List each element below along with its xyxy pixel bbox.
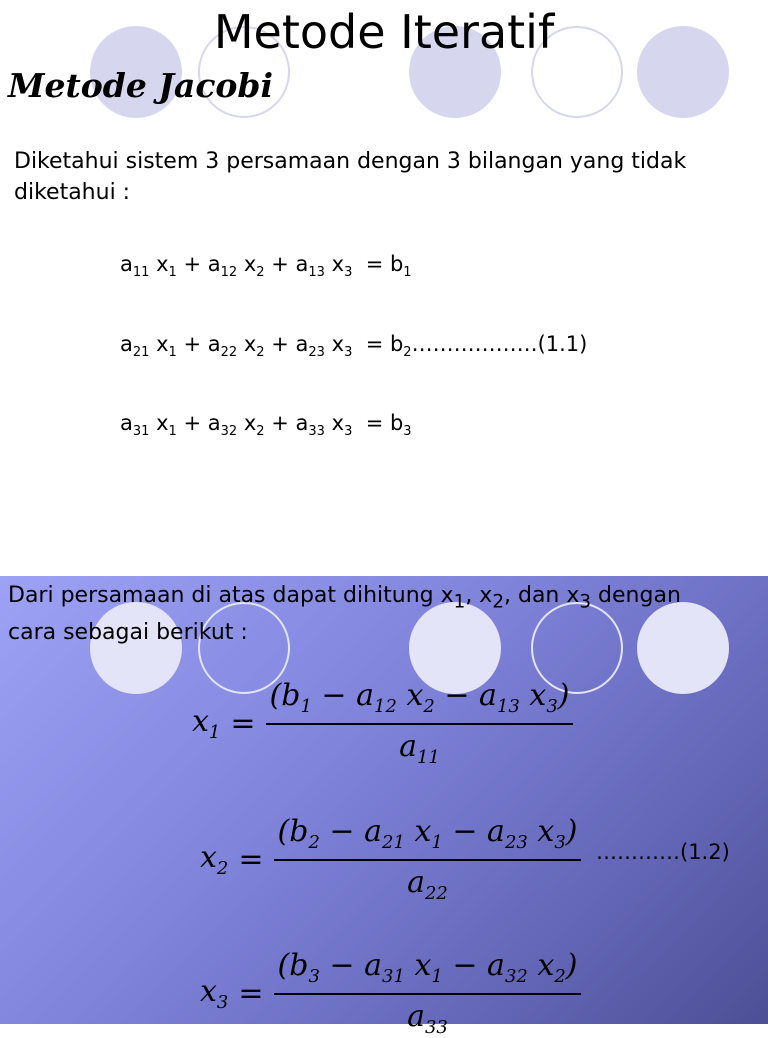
intro-text [14,146,754,208]
slide-subtitle: Metode Jacobi [8,66,274,105]
formula-x2: $x_2$ = $\frac{(b_2 - a_{21} x_1 - a_{23} x_3)}{a_{22}}$ [200,814,581,904]
intro-line-2: diketahui : [14,180,131,205]
equation-row-1: $a_{11}$ $x_1 + a_{12}$ $x_2 + a_{13}$ $x_3 = b_1$ [120,252,412,281]
equation-number-1-2: …………(1.2) [596,840,730,864]
slide-2 [0,576,768,1038]
intro-line-1: Diketahui sistem 3 persamaan dengan 3 bilangan yang tidak [14,149,687,174]
slide-title: Metode Iteratif [213,5,555,59]
formula-x1: $x_1$ = $\frac{(b_1 - a_{12} x_2 - a_{13} x_3)}{a_{11}}$ [192,678,573,768]
derivation-text: Dari persamaan di atas dapat dihitung $x_1$, $x_2$, dan $x_3$ dengan cara sebagai berikut : [8,583,681,646]
equation-row-3: $a_{31}$ $x_1 + a_{32}$ $x_2 + a_{33}$ $x_3 = b_3$ [120,411,412,440]
equation-row-2: $a_{21}$ $x_1 + a_{22}$ $x_2 + a_{23}$ $x_3$ = $b_2\dots\dots\dots\dots\dots\dots(1.1)$ [120,332,588,361]
formula-x3: $x_3$ = $\frac{(b_3 - a_{31} x_1 - a_{32} x_2)}{a_{33}}$ [200,948,581,1038]
equation-number-1-1: ………………(1.1) [411,332,588,356]
derivation-line-2: cara sebagai berikut : [8,620,248,646]
